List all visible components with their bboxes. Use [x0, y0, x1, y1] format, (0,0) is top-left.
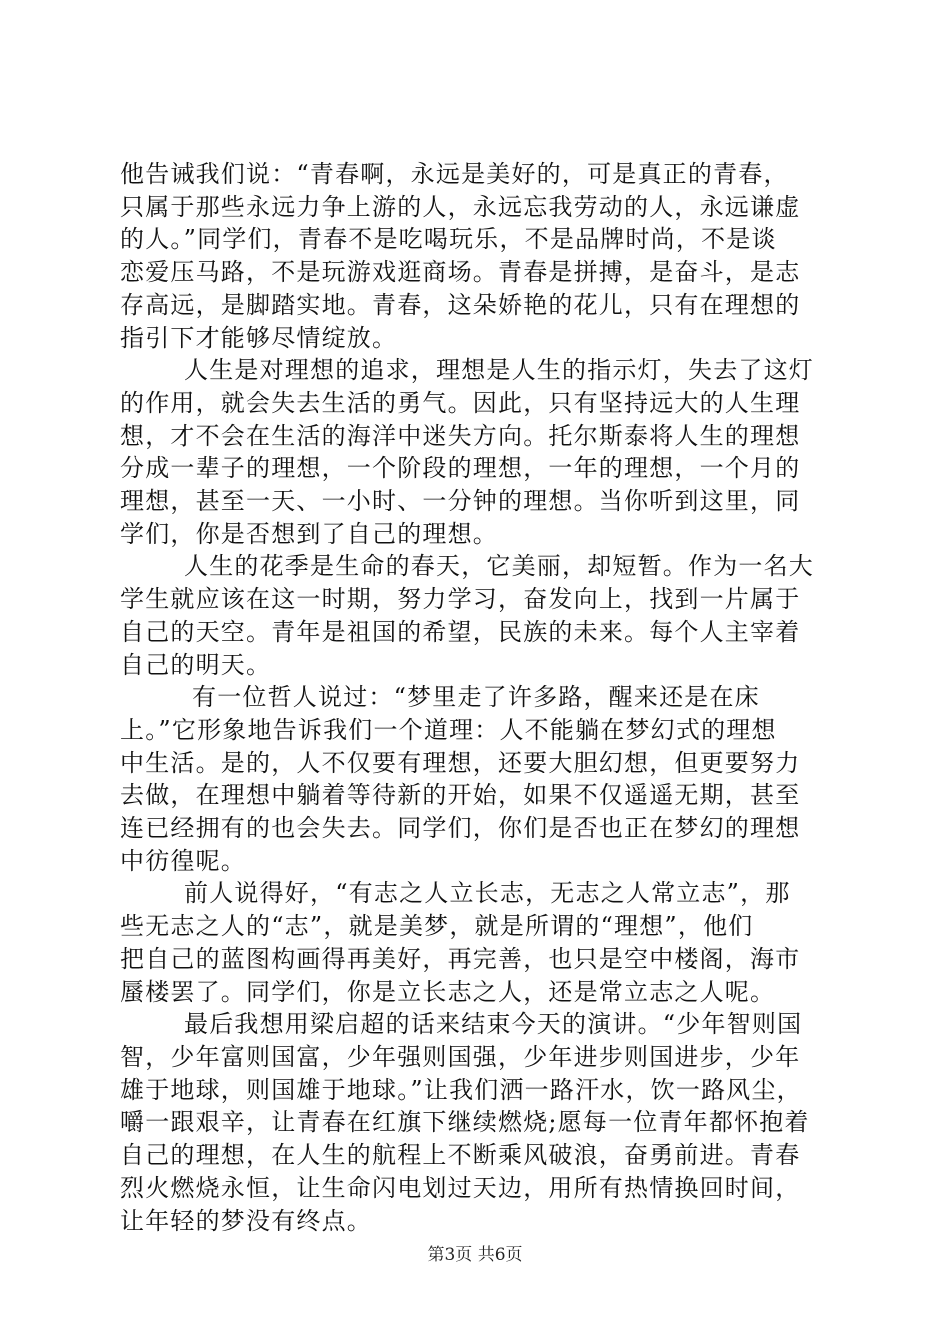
- text-line: 自己的天空。青年是祖国的希望，民族的未来。每个人主宰着: [120, 617, 801, 646]
- text-line: 存高远，是脚踏实地。青春，这朵娇艳的花儿，只有在理想的: [120, 290, 801, 319]
- document-body: [120, 158, 840, 1237]
- text-line: 中生活。是的，人不仅要有理想，还要大胆幻想，但更要努力: [120, 748, 801, 777]
- text-line: 最后我想用梁启超的话来结束今天的演讲。“少年智则国: [184, 1010, 803, 1039]
- paragraph-5: [120, 877, 840, 1008]
- text-line: 想，才不会在生活的海洋中迷失方向。托尔斯泰将人生的理想: [120, 421, 801, 450]
- text-line: 连已经拥有的也会失去。同学们，你们是否也正在梦幻的理想: [120, 814, 801, 843]
- text-line: 人生是对理想的追求，理想是人生的指示灯，失去了这灯: [184, 356, 814, 385]
- text-line: 智，少年富则国富，少年强则国强，少年进步则国进步，少年: [120, 1042, 801, 1071]
- text-line: 只属于那些永远力争上游的人，永远忘我劳动的人，永远谦虚: [120, 192, 801, 221]
- text-line: 烈火燃烧永恒，让生命闪电划过天边，用所有热情换回时间，: [120, 1173, 801, 1202]
- text-line: 的作用，就会失去生活的勇气。因此，只有坚持远大的人生理: [120, 388, 801, 417]
- text-line: 恋爱压马路，不是玩游戏逛商场。青春是拼搏，是奋斗，是志: [120, 258, 801, 287]
- text-line: 他告诫我们说：“青春啊，永远是美好的，可是真正的青春，: [120, 160, 789, 188]
- text-line: 人生的花季是生命的春天，它美丽，却短暂。作为一名大: [184, 552, 814, 581]
- text-line: 有一位哲人说过：“梦里走了许多路，醒来还是在床: [192, 683, 760, 712]
- text-line: 自己的明天。: [120, 650, 272, 679]
- text-line: 嚼一跟艰辛，让青春在红旗下继续燃烧;愿每一位青年都怀抱着: [120, 1108, 810, 1137]
- text-line: 的人。”同学们，青春不是吃喝玩乐，不是品牌时尚，不是谈: [120, 225, 777, 254]
- paragraph-6: [120, 1008, 840, 1237]
- text-line: 些无志之人的“志”，就是美梦，就是所谓的“理想”，他们: [120, 912, 754, 941]
- text-line: 让年轻的梦没有终点。: [120, 1206, 372, 1235]
- text-line: 前人说得好，“有志之人立长志，无志之人常立志”，那: [184, 879, 791, 908]
- page-number-label: 第3页 共6页: [427, 1245, 523, 1265]
- paragraph-4: [120, 681, 840, 877]
- text-line: 去做，在理想中躺着等待新的开始，如果不仅遥遥无期，甚至: [120, 781, 801, 810]
- text-line: 分成一辈子的理想，一个阶段的理想，一年的理想，一个月的: [120, 454, 801, 483]
- paragraph-2: [120, 354, 840, 550]
- paragraph-1: [120, 158, 840, 354]
- text-line: 上。”它形象地告诉我们一个道理：人不能躺在梦幻式的理想: [120, 715, 777, 744]
- text-line: 把自己的蓝图构画得再美好，再完善，也只是空中楼阁，海市: [120, 944, 801, 973]
- text-line: 指引下才能够尽情绽放。: [120, 323, 398, 352]
- page-footer: [0, 1240, 950, 1265]
- text-line: 蜃楼罢了。同学们，你是立长志之人，还是常立志之人呢。: [120, 977, 776, 1006]
- text-line: 雄于地球，则国雄于地球。”让我们洒一路汗水，饮一路风尘，: [120, 1075, 802, 1104]
- text-line: 学们，你是否想到了自己的理想。: [120, 519, 498, 548]
- text-line: 自己的理想，在人生的航程上不断乘风破浪，奋勇前进。青春: [120, 1141, 801, 1170]
- paragraph-3: [120, 550, 840, 681]
- text-line: 理想，甚至一天、一小时、一分钟的理想。当你听到这里，同: [120, 487, 801, 516]
- text-line: 学生就应该在这一时期，努力学习，奋发向上，找到一片属于: [120, 585, 801, 614]
- text-line: 中彷徨呢。: [120, 846, 246, 875]
